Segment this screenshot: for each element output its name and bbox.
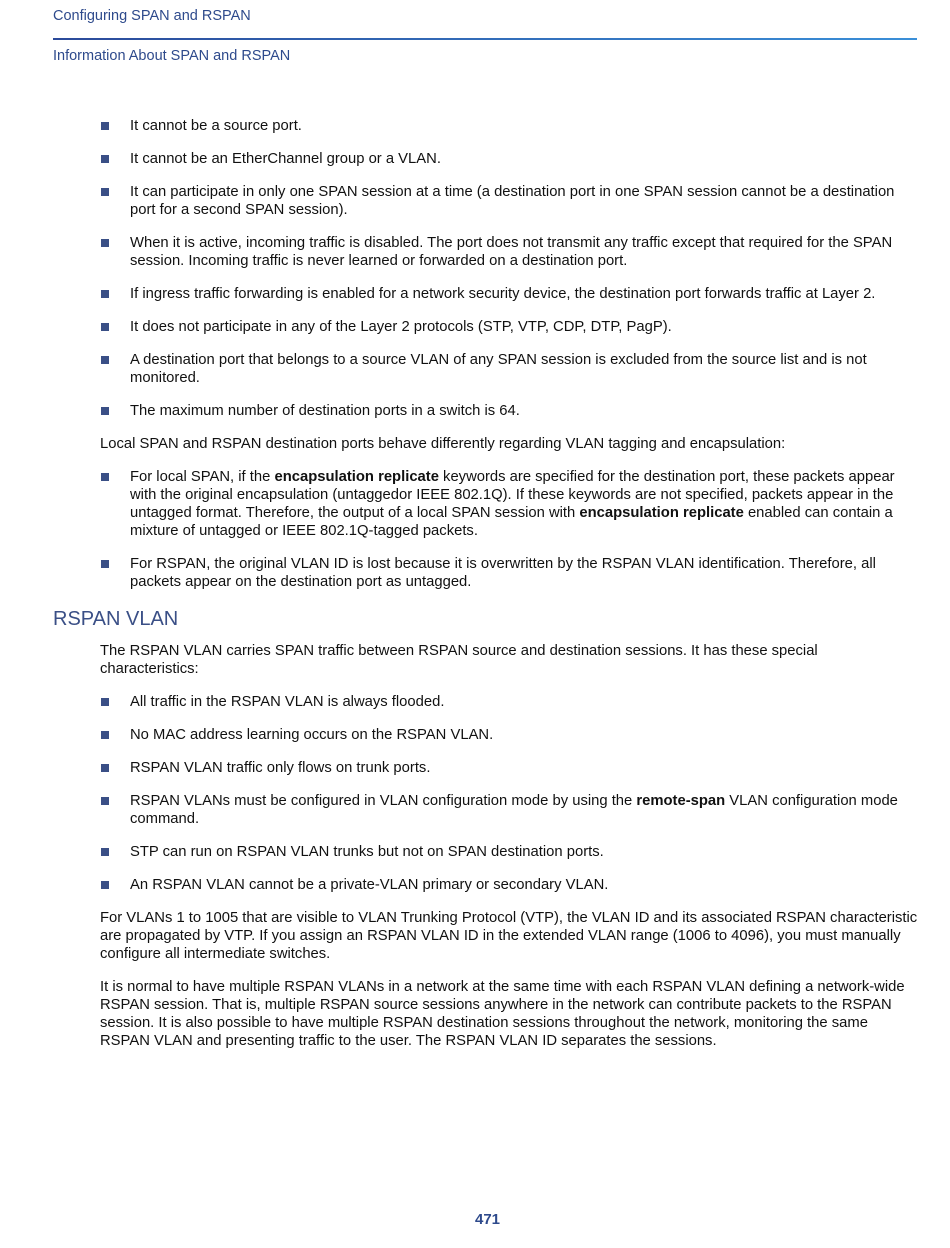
list-item — [100, 234, 920, 270]
multiple-rspan-paragraph: It is normal to have multiple RSPAN VLANs in a network at the same time with each RSPAN VLAN defining a network-wide RSPAN session. That is, multiple RSPAN source sessions anywhere in the network can contribute packets to the RSPAN session. It is also possible to have multiple RSPAN destination sessions throughout the network, monitoring the same RSPAN VLAN and presenting traffic to the user. The RSPAN VLAN ID separates the sessions. — [100, 979, 905, 1049]
rspan-intro-paragraph: The RSPAN VLAN carries SPAN traffic between RSPAN source and destination sessions. It has these special characteristics: — [100, 643, 818, 677]
square-bullet-icon — [101, 323, 109, 331]
square-bullet-icon — [101, 407, 109, 415]
list-item — [100, 693, 920, 711]
list-item — [100, 402, 920, 420]
list-item-local-span — [100, 468, 920, 540]
text-run: For local SPAN, if the — [130, 469, 275, 485]
page-number: 471 — [474, 1211, 501, 1228]
keyword-remote-span: remote-span — [636, 793, 726, 809]
list-item — [100, 792, 920, 828]
square-bullet-icon — [101, 290, 109, 298]
square-bullet-icon — [101, 560, 109, 568]
list-item — [100, 117, 920, 135]
list-item-rspan — [100, 555, 920, 591]
list-item-text: For RSPAN, the original VLAN ID is lost because it is overwritten by the RSPAN VLAN identification. Therefore, all packets appear on the destination port as untagged. — [130, 556, 876, 590]
list-item-text: The maximum number of destination ports in a switch is 64. — [130, 403, 520, 419]
square-bullet-icon — [101, 155, 109, 163]
list-item-text: It can participate in only one SPAN session at a time (a destination port in one SPAN session cannot be a destination port for a second SPAN session). — [130, 184, 895, 218]
tagging-list — [100, 468, 920, 591]
list-item-text: When it is active, incoming traffic is disabled. The port does not transmit any traffic except that required for the SPAN session. Incoming traffic is never learned or forwarded on a destination port. — [130, 235, 893, 269]
square-bullet-icon — [101, 881, 109, 889]
list-item — [100, 351, 920, 387]
text-run: VLAN configuration mode command. — [130, 793, 898, 827]
list-item — [100, 843, 920, 861]
list-item-text: All traffic in the RSPAN VLAN is always flooded. — [130, 694, 445, 710]
page-body — [53, 117, 920, 1065]
list-item — [100, 285, 920, 303]
list-item — [100, 759, 920, 777]
list-item-text: RSPAN VLAN traffic only flows on trunk ports. — [130, 760, 431, 776]
list-item — [100, 318, 920, 336]
header-chapter-title: Configuring SPAN and RSPAN — [53, 8, 251, 24]
square-bullet-icon — [101, 122, 109, 130]
square-bullet-icon — [101, 239, 109, 247]
list-item — [100, 726, 920, 744]
list-item-text: STP can run on RSPAN VLAN trunks but not on SPAN destination ports. — [130, 844, 604, 860]
square-bullet-icon — [101, 848, 109, 856]
section-heading-rspan-vlan: RSPAN VLAN — [53, 608, 179, 630]
square-bullet-icon — [101, 764, 109, 772]
square-bullet-icon — [101, 731, 109, 739]
square-bullet-icon — [101, 698, 109, 706]
square-bullet-icon — [101, 797, 109, 805]
square-bullet-icon — [101, 188, 109, 196]
list-item-text: It cannot be an EtherChannel group or a VLAN. — [130, 151, 441, 167]
square-bullet-icon — [101, 473, 109, 481]
vtp-paragraph: For VLANs 1 to 1005 that are visible to VLAN Trunking Protocol (VTP), the VLAN ID and its associated RSPAN characteristic are propagated by VTP. If you assign an RSPAN VLAN ID in the extended VLAN range (1006 to 4096), you must manually configure all intermediate switches. — [100, 910, 918, 962]
keyword-encapsulation-replicate: encapsulation replicate — [579, 505, 744, 521]
text-run: enabled can contain a mixture of untagged or IEEE 802.1Q-tagged packets. — [130, 505, 893, 539]
list-item-text: An RSPAN VLAN cannot be a private-VLAN primary or secondary VLAN. — [130, 877, 609, 893]
rspan-characteristics-list — [100, 693, 920, 894]
header-section-title: Information About SPAN and RSPAN — [53, 48, 291, 64]
list-item-text: If ingress traffic forwarding is enabled for a network security device, the destination port forwards traffic at Layer 2. — [130, 286, 876, 302]
square-bullet-icon — [101, 356, 109, 364]
destination-port-list — [100, 117, 920, 420]
list-item-text: It cannot be a source port. — [130, 118, 302, 134]
list-item — [100, 150, 920, 168]
list-item — [100, 876, 920, 894]
text-run: keywords are specified for the destination port, these packets appear with the original encapsulation (untaggedor IEEE 802.1Q). If these keywords are not specified, packets appear in the untagged format. Therefore, the output of a local SPAN session with — [130, 469, 895, 521]
tagging-intro-paragraph: Local SPAN and RSPAN destination ports behave differently regarding VLAN tagging and encapsulation: — [100, 436, 786, 452]
list-item-text: It does not participate in any of the Layer 2 protocols (STP, VTP, CDP, DTP, PagP). — [130, 319, 672, 335]
list-item-text: A destination port that belongs to a source VLAN of any SPAN session is excluded from the source list and is not monitored. — [130, 352, 867, 386]
list-item — [100, 183, 920, 219]
list-item-text: No MAC address learning occurs on the RSPAN VLAN. — [130, 727, 494, 743]
header-divider — [53, 38, 917, 40]
keyword-encapsulation-replicate: encapsulation replicate — [274, 469, 439, 485]
text-run: RSPAN VLANs must be configured in VLAN configuration mode by using the — [130, 793, 637, 809]
